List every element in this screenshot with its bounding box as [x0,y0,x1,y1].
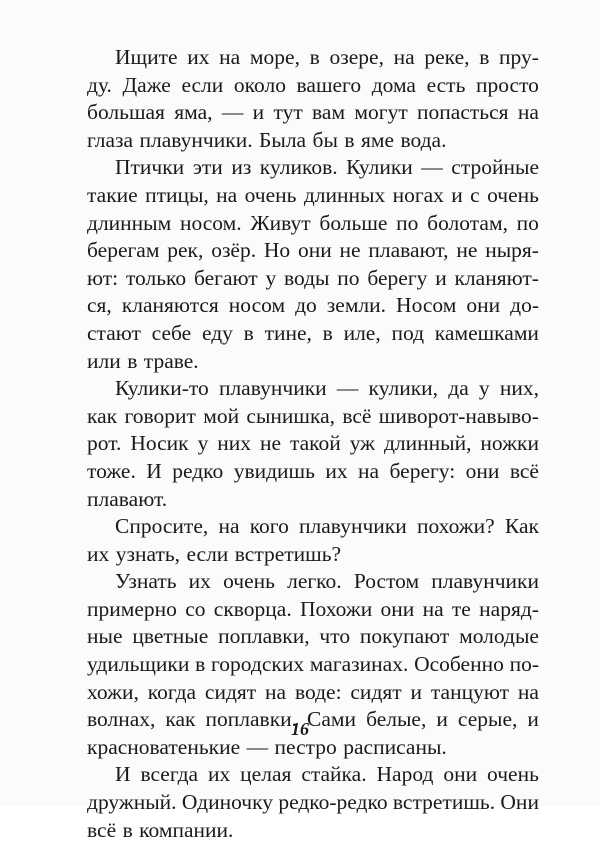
text-line: Спросите, на кого плавунчики похожи? Как [115,514,539,539]
paragraph [87,375,539,513]
text-line: ду. Даже если около вашего дома есть просто [87,72,539,97]
text-line: примерно со скворца. Похожи они на те наряд- [87,596,539,621]
text-line: Кулики-то плавунчики — кулики, да у них, [115,376,539,401]
text-line: Узнать их очень легко. Ростом плавунчики [115,569,539,594]
text-line: стают себе еду в тине, в иле, под камешками [87,320,539,345]
text-line: волнах, как поплавки. Сами белые, и серые, и [87,707,539,732]
text-line: удильщики в городских магазинах. Особенно по- [87,652,539,677]
paragraph [87,513,539,568]
text-line: ют: только бегают у воды по берегу и кланяют- [87,265,539,290]
text-line: тоже. И редко увидишь их на берегу: они всё [87,458,539,483]
text-line: или в траве. [87,348,199,373]
text-line: дружный. Одиночку редко-редко встретишь. Они [87,790,539,815]
text-line: такие птицы, на очень длинных ногах и с очень [87,182,539,207]
paragraph [87,44,539,154]
text-line: берегам рек, озёр. Но они не плавают, не ныря- [87,238,539,263]
text-line: Птички эти из куликов. Кулики — стройные [115,155,539,180]
paragraph [87,761,539,844]
text-line: всё в компании. [87,817,234,842]
page-number: 16 [291,719,309,739]
paragraph [87,154,539,375]
text-line: большая яма, — и тут вам могут попасться на [87,100,539,125]
text-line: рот. Носик у них не такой уж длинный, ножки [87,431,539,456]
text-line: длинным носом. Живут больше по болотам, по [87,210,539,235]
text-line: красноватенькие — пестро расписаны. [87,734,447,759]
text-line: их узнать, если встретишь? [87,541,342,566]
text-line: плавают. [87,486,168,511]
text-line: Ищите их на море, в озере, на реке, в пру- [115,45,539,69]
text-line: хожи, когда сидят на воде: сидят и танцуют на [87,679,539,704]
text-line: как говорит мой сынишка, всё шиворот-навыво- [87,403,539,428]
text-line: ные цветные поплавки, что покупают молодые [87,624,539,649]
text-line: глаза плавунчики. Была бы в яме вода. [87,127,447,152]
text-line: ся, кланяются носом до земли. Носом они до- [87,293,539,318]
text-line: И всегда их целая стайка. Народ они очень [115,762,539,787]
